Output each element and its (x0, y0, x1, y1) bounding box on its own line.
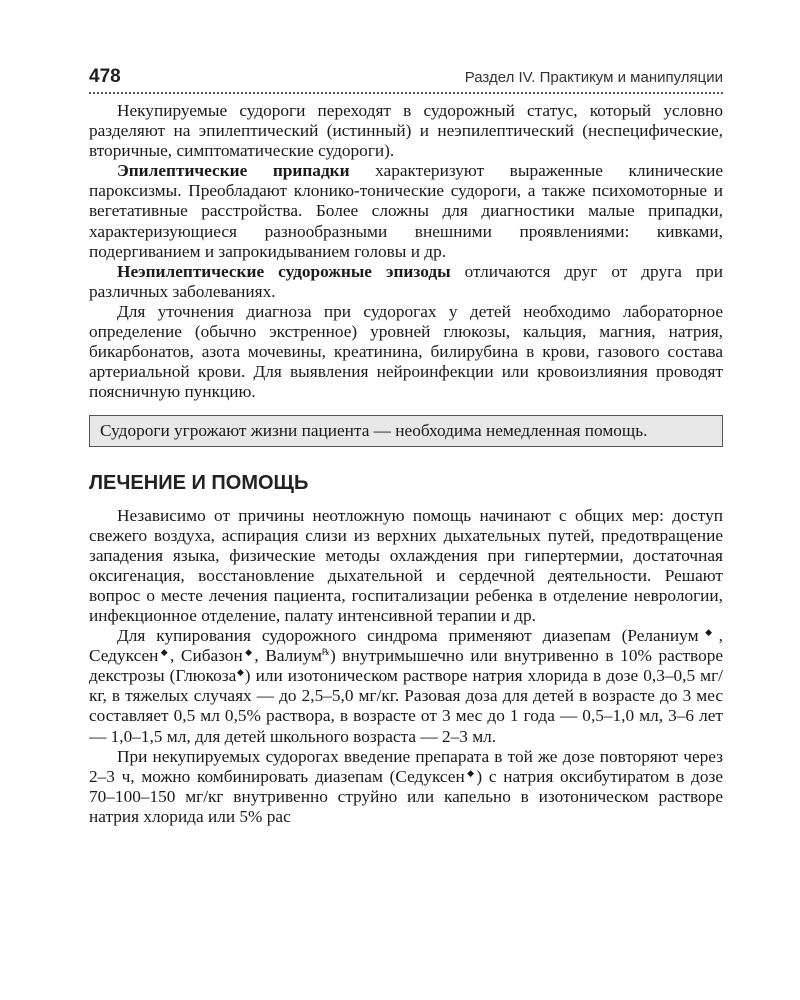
paragraph-general-measures: Независимо от причины неотложную помощь начинают с общих мер: доступ свежего воздуха, аспирация слизи из верхних дыхательных путей, предотвращение западения языка, физические методы охлаждения при гипертермии, достаточная оксигенация, восстановление дыхательной и сердечной деятельности. Решают вопрос о месте лечения пациента, госпитализации ребенка в отделение неврологии, инфекционное отделение, палату интенсивной терапии и др. (89, 505, 723, 625)
trademark-diamond-icon: ◆ (698, 627, 719, 638)
trademark-diamond-icon: ◆ (242, 647, 255, 658)
prescription-icon: ℞ (321, 647, 330, 658)
paragraph-text: характеризуют выраженные клинические пароксизмы. Преобладают клонико-тонические судороги, а также психомоторные и вегетативные расстройства. Более сложны для диагностики малые припадки, характеризующиеся разнообразными внешними проявлениями: кивками, подергиванием и запрокидыванием головы и др. (89, 161, 723, 261)
paragraph-text: отличаются друг от друга при различных заболеваниях. (89, 261, 723, 301)
paragraph-nonepileptic (89, 262, 723, 302)
running-header (89, 64, 723, 94)
paragraph-refractory (89, 747, 723, 827)
warning-callout: Судороги угрожают жизни пациента — необходима немедленная помощь. (89, 415, 723, 446)
term-nonepileptic-episodes: Неэпилептические судорожные эпизоды (117, 261, 451, 281)
paragraph-epileptic (89, 161, 723, 261)
trademark-diamond-icon: ◆ (236, 667, 245, 678)
paragraph-text: ) или изотоническом растворе натрия хлорида в дозе 0,3–0,5 мг/кг, в тяжелых случаях — до 2,5–5,0 мг/кг. Разовая доза для детей в возрасте до 3 мес составляет 0,5 мл 0,5% раствора, в возрасте от 3 мес до 1 года — 0,5–1,0 мл, 3–6 лет — 1,0–1,5 мл, для детей школьного возраста — 2–3 мл. (89, 666, 723, 746)
paragraph-diagnosis: Для уточнения диагноза при судорогах у детей необходимо лабораторное определение (обычно экстренное) уровней глюкозы, кальция, магния, натрия, бикарбонатов, азота мочевины, креатинина, билирубина в крови, газового состава артериальной крови. Для выявления нейроинфекции или кровоизлияния проводят поясничную пункцию. (89, 301, 723, 402)
paragraph-text: , Сибазон (169, 646, 243, 666)
paragraph-text: При некупируемых судорогах введение препарата в той же дозе повторяют через 2–3 ч, можно комбинировать диазепам (Седуксен (89, 746, 723, 786)
section-heading: ЛЕЧЕНИЕ И ПОМОЩЬ (89, 471, 309, 494)
paragraph-text: ) внутримышечно или внутривенно в 10% растворе декстрозы (Глюкоза (89, 646, 724, 686)
running-section-title: Раздел IV. Практикум и манипуляции (464, 69, 723, 86)
term-epileptic-seizures: Эпилептические припадки (117, 161, 350, 181)
paragraph-text: , Валиум (254, 646, 322, 666)
paragraph-text: ) с натрия оксибутиратом в дозе 70–100–150 мг/кг внутривенно струйно или капельно в изотоническом растворе натрия хлорида или 5% рас (89, 766, 723, 826)
trademark-diamond-icon: ◆ (158, 647, 170, 658)
paragraph-text: Для купирования судорожного синдрома применяют диазепам (Реланиум (117, 626, 699, 646)
paragraph-status: Некупируемые судороги переходят в судорожный статус, который условно разделяют на эпилептический (истинный) и неэпилептический (неспецифические, вторичные, симптоматические судороги). (89, 101, 723, 161)
paragraph-diazepam (89, 626, 723, 747)
main-text (89, 101, 723, 827)
page-number: 478 (89, 66, 121, 87)
paragraph-text: , Седуксен (89, 626, 723, 666)
trademark-diamond-icon: ◆ (464, 767, 477, 778)
